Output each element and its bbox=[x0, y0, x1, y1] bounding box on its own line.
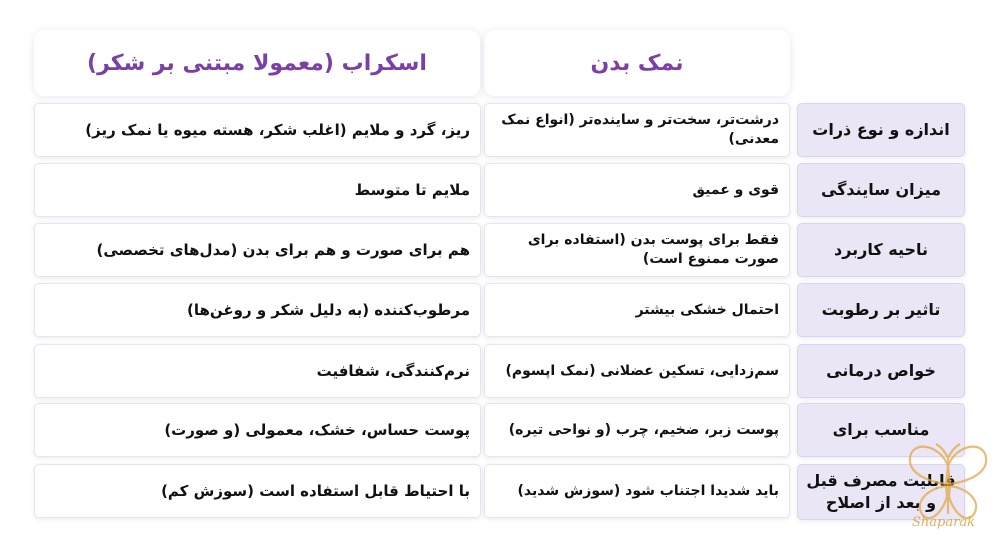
scrub-cell-text: با احتیاط قابل استفاده است (سوزش کم) bbox=[161, 481, 470, 500]
scrub-cell-text: ریز، گرد و ملایم (اغلب شکر، هسته میوه یا نمک ریز) bbox=[85, 120, 470, 139]
scrub-cell bbox=[34, 103, 481, 157]
column-header-salt bbox=[484, 30, 790, 96]
salt-cell-text: پوست زبر، ضخیم، چرب (و نواحی تیره) bbox=[508, 421, 779, 438]
row-label bbox=[797, 103, 965, 157]
row-label-text: مناسب برای bbox=[832, 420, 930, 440]
row-label-text: قابلیت مصرف قبل و بعد از اصلاح bbox=[806, 471, 956, 512]
row-label-text: میزان سایندگی bbox=[820, 180, 942, 200]
salt-cell-text: قوی و عمیق bbox=[692, 181, 779, 198]
salt-cell-text: فقط برای پوست بدن (استفاده برای صورت ممنوع است) bbox=[527, 232, 779, 267]
salt-cell bbox=[484, 223, 790, 277]
scrub-cell bbox=[34, 344, 481, 398]
row-label bbox=[797, 223, 965, 277]
column-header-scrub bbox=[34, 30, 480, 96]
salt-cell bbox=[484, 103, 790, 157]
watermark-text: Shaparak bbox=[912, 515, 975, 530]
row-label bbox=[797, 163, 965, 217]
scrub-cell-text: نرم‌کنندگی، شفافیت bbox=[316, 361, 470, 380]
scrub-cell-text: پوست حساس، خشک، معمولی (و صورت) bbox=[164, 420, 470, 439]
salt-cell bbox=[484, 403, 790, 457]
salt-cell-text: باید شدیدا اجتناب شود (سوزش شدید) bbox=[517, 482, 779, 499]
salt-cell-text: احتمال خشکی بیشتر bbox=[635, 301, 779, 318]
row-label-text: ناحیه کاربرد bbox=[833, 240, 929, 260]
scrub-cell bbox=[34, 163, 481, 217]
scrub-cell bbox=[34, 464, 481, 518]
scrub-cell bbox=[34, 283, 481, 337]
scrub-cell-text: هم برای صورت و هم برای بدن (مدل‌های تخصصی) bbox=[96, 240, 470, 259]
scrub-cell bbox=[34, 403, 481, 457]
column-header-scrub-text: اسکراب (معمولا مبتنی بر شکر) bbox=[87, 50, 427, 76]
salt-cell bbox=[484, 344, 790, 398]
scrub-cell-text: مرطوب‌کننده (به دلیل شکر و روغن‌ها) bbox=[187, 300, 470, 319]
row-label-text: خواص درمانی bbox=[826, 361, 936, 381]
scrub-cell bbox=[34, 223, 481, 277]
salt-cell bbox=[484, 163, 790, 217]
row-label-text: اندازه و نوع ذرات bbox=[812, 120, 950, 140]
salt-cell-text: سم‌زدایی، تسکین عضلانی (نمک اپسوم) bbox=[505, 362, 779, 379]
row-label bbox=[797, 344, 965, 398]
salt-cell-text: درشت‌تر، سخت‌تر و ساینده‌تر (انواع نمک معدنی) bbox=[501, 112, 779, 147]
salt-cell bbox=[484, 464, 790, 518]
scrub-cell-text: ملایم تا متوسط bbox=[354, 180, 470, 199]
column-header-salt-text: نمک بدن bbox=[590, 50, 684, 76]
row-label-text: تاثیر بر رطوبت bbox=[821, 300, 941, 320]
row-label bbox=[797, 283, 965, 337]
salt-cell bbox=[484, 283, 790, 337]
